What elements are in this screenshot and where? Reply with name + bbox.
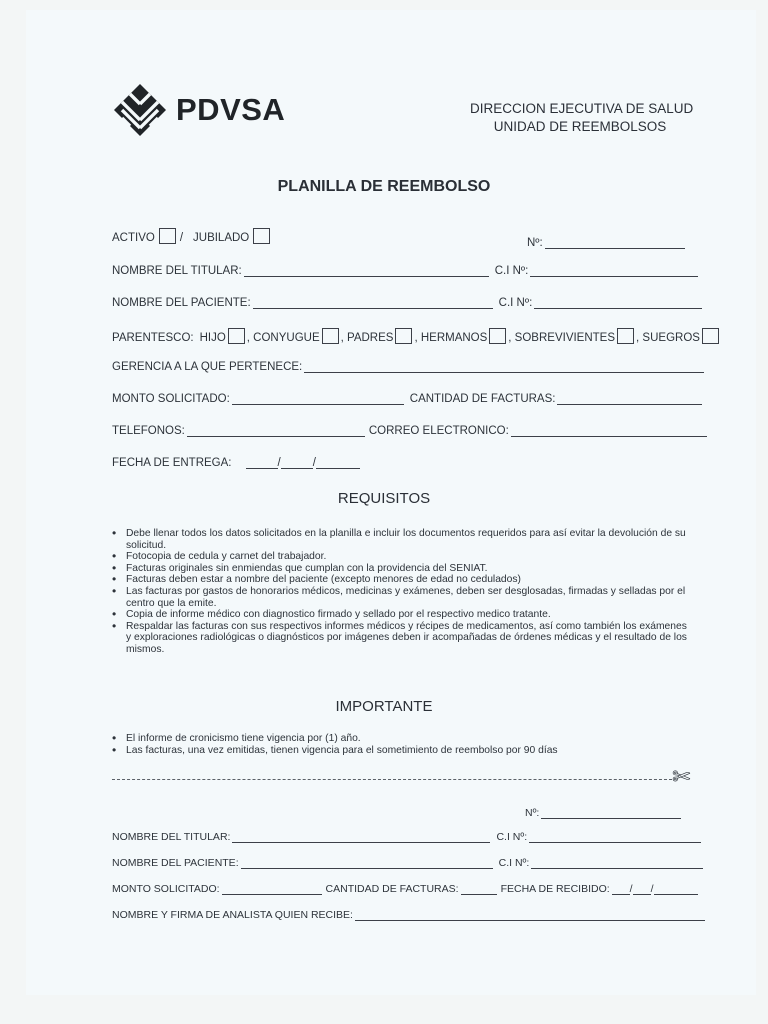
parentesco-label: PARENTESCO:	[112, 332, 194, 344]
telefonos-field[interactable]	[187, 424, 365, 437]
direction-line-2: UNIDAD DE REEMBOLSOS	[493, 119, 667, 134]
stub-numero-row	[525, 806, 681, 819]
telefonos-label: TELEFONOS:	[112, 425, 185, 437]
stub-paciente-row	[112, 856, 703, 869]
stub-paciente-ci-field[interactable]	[531, 856, 703, 869]
numero-row	[527, 236, 685, 249]
fecha-entrega-label: FECHA DE ENTREGA:	[112, 457, 232, 469]
numero-field[interactable]	[545, 236, 685, 249]
requisitos-title: REQUISITOS	[337, 490, 431, 507]
titular-label: NOMBRE DEL TITULAR:	[112, 265, 242, 277]
list-item: • El informe de cronicismo tiene vigencia por (1) año.	[112, 733, 688, 745]
list-item: • Las facturas, una vez emitidas, tienen vigencia para el sometimiento de reembolso por 90 días	[112, 745, 688, 757]
list-item: • Copia de informe médico con diagnostico firmado y sellado por el respectivo medico tratante.	[112, 609, 688, 621]
stub-paciente-label: NOMBRE DEL PACIENTE:	[112, 857, 239, 869]
paciente-ci-label: C.I Nº:	[498, 297, 533, 309]
logo-text: PDVSA	[176, 92, 286, 127]
fecha-entrega-day-field[interactable]	[246, 456, 278, 469]
jubilado-label: JUBILADO	[193, 232, 250, 244]
paciente-label: NOMBRE DEL PACIENTE:	[112, 297, 251, 309]
list-item: • Fotocopia de cedula y carnet del trabajador.	[112, 551, 688, 563]
slash-separator: /	[179, 232, 184, 244]
correo-field[interactable]	[511, 424, 707, 437]
stub-analista-row	[112, 908, 705, 921]
importante-list	[112, 733, 688, 756]
titular-ci-label: C.I Nº:	[494, 265, 529, 277]
stub-numero-field[interactable]	[541, 806, 681, 819]
sobrevivientes-checkbox[interactable]	[617, 328, 634, 344]
stub-fecha-month-field[interactable]	[633, 882, 651, 895]
stub-analista-label: NOMBRE Y FIRMA DE ANALISTA QUIEN RECIBE:	[112, 909, 353, 921]
stub-fecha-recibido-label: FECHA DE RECIBIDO:	[500, 883, 610, 895]
correo-label: CORREO ELECTRONICO:	[368, 425, 509, 437]
titular-row	[112, 264, 698, 277]
suegros-label: , SUEGROS	[636, 332, 700, 344]
stub-titular-ci-field[interactable]	[529, 830, 701, 843]
pdvsa-logo-icon	[112, 82, 168, 138]
direction-line-1: DIRECCION EJECUTIVA DE SALUD	[470, 101, 694, 116]
fecha-entrega-month-field[interactable]	[281, 456, 313, 469]
monto-field[interactable]	[232, 392, 404, 405]
activo-label: ACTIVO	[112, 232, 155, 244]
list-item: • Respaldar las facturas con sus respectivos informes médicos y récipes de medicamentos, así como también los exámenes y exploraciones radiológicas o diagnósticos por imágenes deben ir acompañadas de órdenes médicas y el resultado de los mismos.	[112, 621, 688, 656]
stub-titular-field[interactable]	[232, 830, 490, 843]
paciente-name-field[interactable]	[253, 296, 493, 309]
pdvsa-logo	[112, 82, 285, 138]
hermanos-checkbox[interactable]	[489, 328, 506, 344]
stub-fecha-year-field[interactable]	[654, 882, 698, 895]
importante-title: IMPORTANTE	[335, 698, 433, 715]
paciente-row	[112, 296, 702, 309]
requisitos-list	[112, 528, 688, 656]
suegros-checkbox[interactable]	[702, 328, 719, 344]
scissors-icon: ✄	[672, 764, 691, 789]
hermanos-label: , HERMANOS	[414, 332, 488, 344]
fecha-entrega-row	[112, 456, 360, 469]
conyugue-label: , CONYUGUE	[246, 332, 320, 344]
fecha-entrega-year-field[interactable]	[316, 456, 360, 469]
gerencia-label: GERENCIA A LA QUE PERTENECE:	[112, 361, 303, 373]
parentesco-row	[112, 328, 721, 344]
hijo-label: HIJO	[199, 332, 226, 344]
numero-label: Nº:	[527, 237, 543, 249]
direction-header	[470, 100, 694, 136]
stub-paciente-ci-label: C.I Nº:	[498, 857, 530, 869]
titular-name-field[interactable]	[244, 264, 489, 277]
list-item: • Facturas deben estar a nombre del paciente (excepto menores de edad no cedulados)	[112, 574, 688, 586]
stub-titular-row	[112, 830, 701, 843]
date-separator: /	[312, 457, 316, 469]
padres-checkbox[interactable]	[395, 328, 412, 344]
cantidad-label: CANTIDAD DE FACTURAS:	[409, 393, 556, 405]
stub-analista-field[interactable]	[355, 908, 705, 921]
telefonos-row	[112, 424, 707, 437]
paciente-ci-field[interactable]	[534, 296, 702, 309]
list-item: • Facturas originales sin enmiendas que cumplan con la providencia del SENIAT.	[112, 563, 688, 575]
cantidad-field[interactable]	[557, 392, 702, 405]
list-item: • Las facturas por gastos de honorarios médicos, medicinas y exámenes, deben ser desglosadas, firmadas y selladas por el centro que la emite.	[112, 586, 688, 609]
date-separator: /	[650, 883, 654, 895]
stub-monto-field[interactable]	[222, 882, 322, 895]
activo-checkbox[interactable]	[159, 228, 176, 244]
padres-label: , PADRES	[340, 332, 394, 344]
stub-cantidad-label: CANTIDAD DE FACTURAS:	[325, 883, 459, 895]
date-separator: /	[629, 883, 633, 895]
gerencia-row	[112, 360, 704, 373]
hijo-checkbox[interactable]	[228, 328, 245, 344]
titular-ci-field[interactable]	[530, 264, 698, 277]
stub-paciente-field[interactable]	[241, 856, 493, 869]
page-title: PLANILLA DE REEMBOLSO	[277, 178, 491, 195]
date-separator: /	[277, 457, 281, 469]
stub-titular-label: NOMBRE DEL TITULAR:	[112, 831, 231, 843]
monto-row	[112, 392, 702, 405]
stub-monto-row	[112, 882, 698, 895]
stub-monto-label: MONTO SOLICITADO:	[112, 883, 220, 895]
stub-fecha-day-field[interactable]	[612, 882, 630, 895]
sobrevivientes-label: , SOBREVIVIENTES	[508, 332, 616, 344]
stub-titular-ci-label: C.I Nº:	[496, 831, 528, 843]
stub-numero-label: Nº:	[525, 807, 540, 819]
gerencia-field[interactable]	[304, 360, 704, 373]
monto-label: MONTO SOLICITADO:	[112, 393, 230, 405]
conyugue-checkbox[interactable]	[322, 328, 339, 344]
status-row	[112, 228, 272, 244]
stub-cantidad-field[interactable]	[461, 882, 497, 895]
jubilado-checkbox[interactable]	[253, 228, 270, 244]
cut-line	[112, 779, 672, 780]
list-item: • Debe llenar todos los datos solicitados en la planilla e incluir los documentos requeridos para así evitar la devolución de su solicitud.	[112, 528, 688, 551]
